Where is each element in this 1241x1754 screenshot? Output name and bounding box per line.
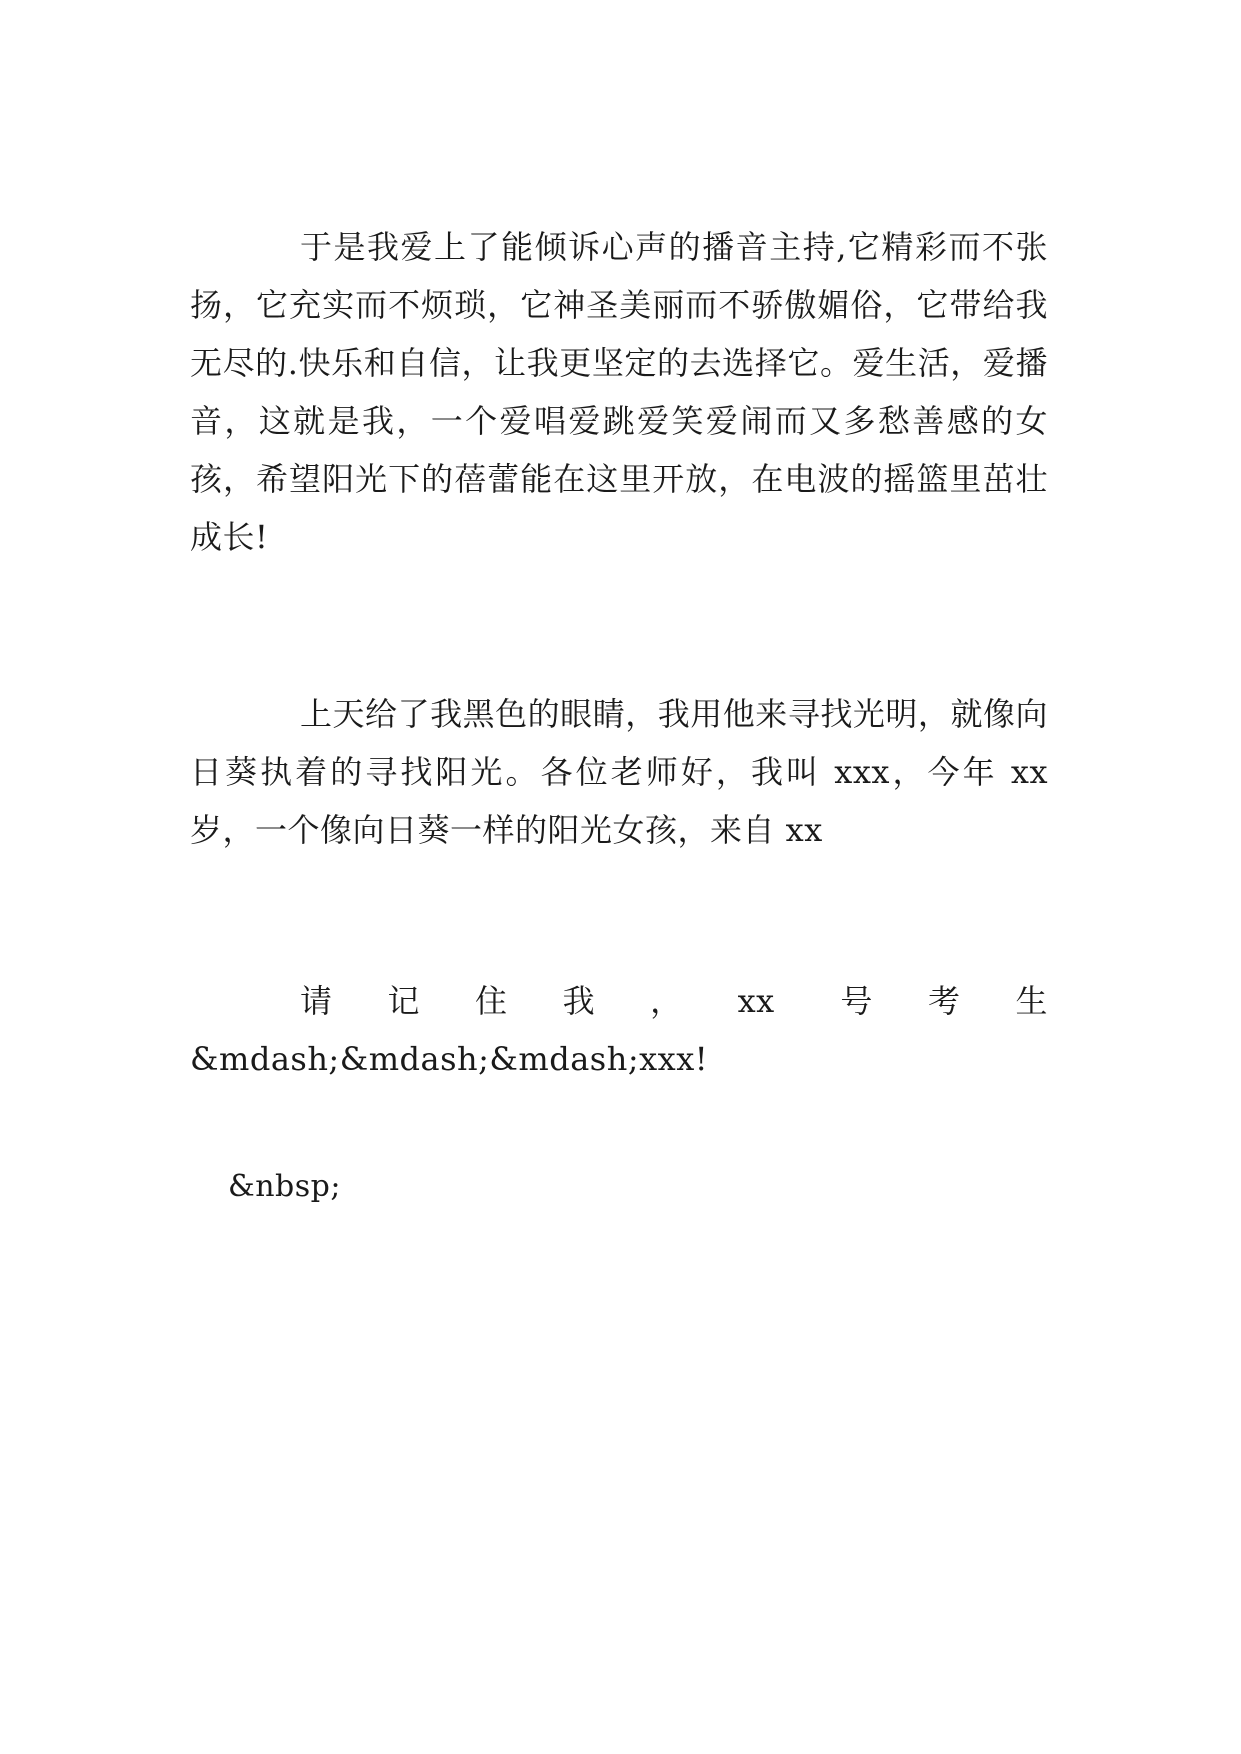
trailing-entity-text: &nbsp; <box>228 1169 341 1204</box>
paragraph-self-introduction: 上天给了我黑色的眼睛，我用他来寻找光明，就像向日葵执着的寻找阳光。各位老师好，我叫 xxx，今年 xx 岁，一个像向日葵一样的阳光女孩，来自 xx <box>190 695 1048 849</box>
paragraph-broadcasting-love: 于是我爱上了能倾诉心声的播音主持,它精彩而不张扬，它充实而不烦琐，它神圣美丽而不骄傲媚俗，它带给我无尽的.快乐和自信，让我更坚定的去选择它。爱生活，爱播音，这就是我，一个爱唱爱跳爱笑爱闹而又多愁善感的女孩，希望阳光下的蓓蕾能在这里开放，在电波的摇篮里茁壮成长! <box>190 228 1048 556</box>
paragraph-remember-me: 请记住我，xx 号考生&mdash;&mdash;&mdash;xxx! <box>190 982 1048 1078</box>
